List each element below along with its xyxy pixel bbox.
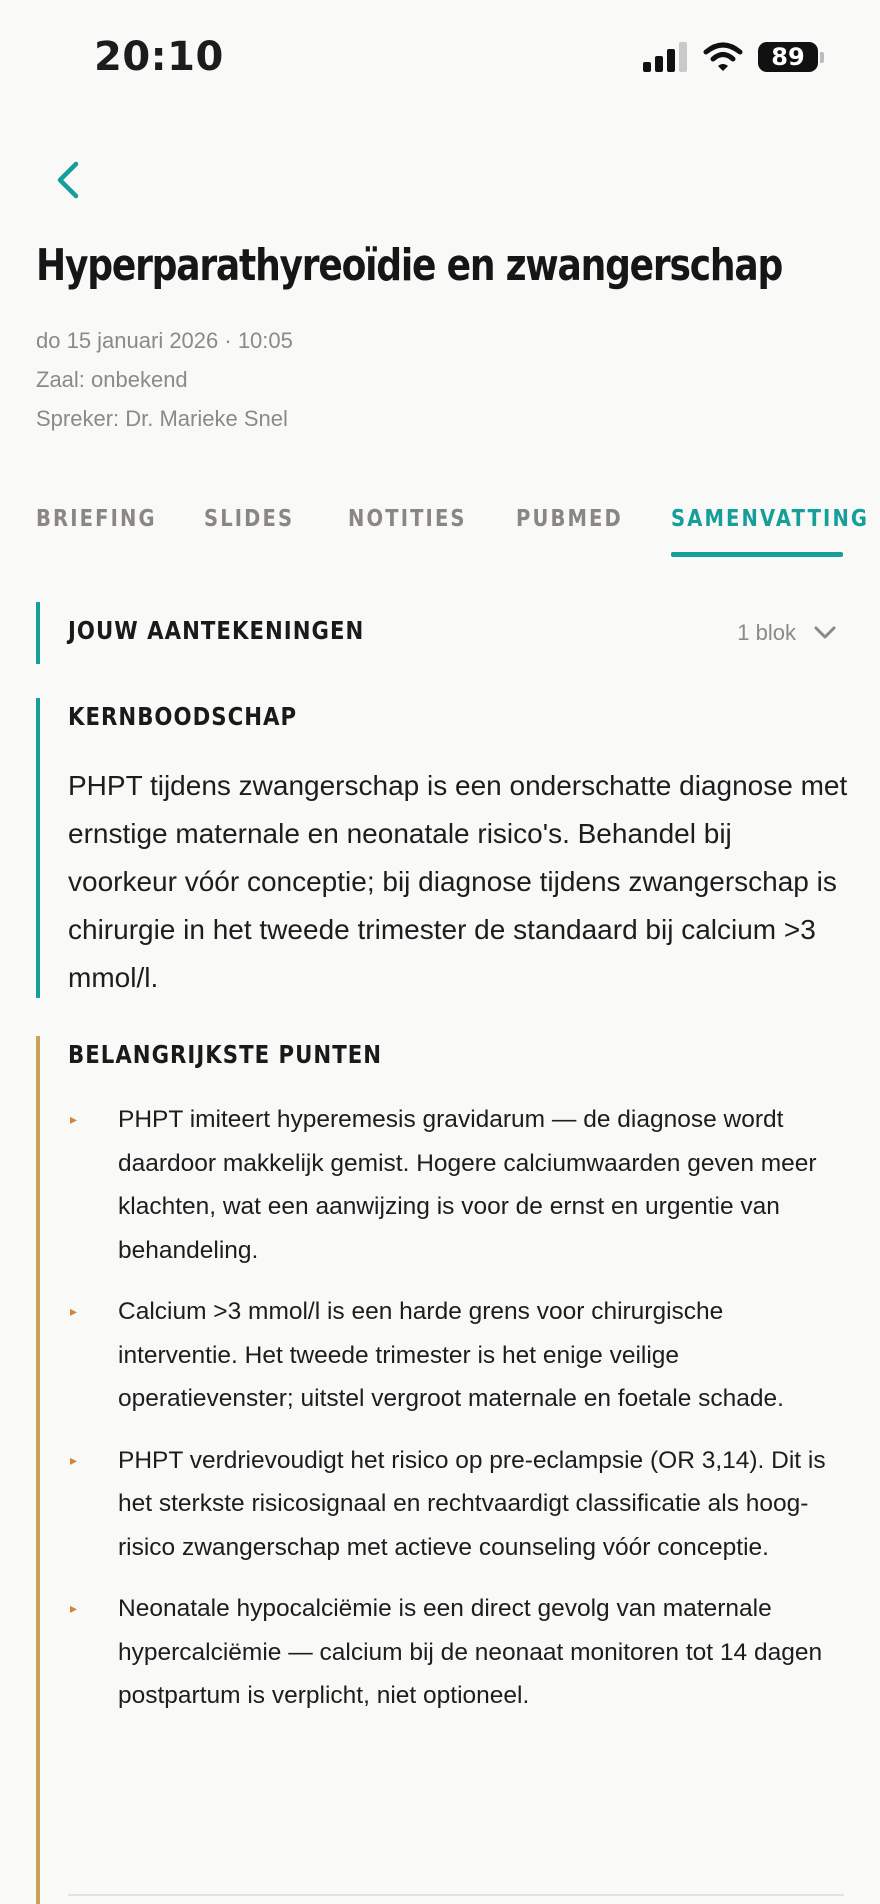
chevron-down-icon[interactable] (812, 620, 838, 646)
bullet-icon: ▸ (70, 1600, 78, 1616)
battery-tip (820, 52, 824, 63)
list-item (68, 1290, 848, 1421)
bullet-icon: ▸ (70, 1303, 78, 1319)
tab-pubmed[interactable]: PUBMED (516, 506, 623, 532)
key-points-section (36, 1036, 844, 1904)
tab-bar (36, 500, 870, 558)
key-message-label: KERNBOODSCHAP (68, 702, 298, 731)
list-item-text: Neonatale hypocalciëmie is een direct gevolg van maternale hypercalciëmie — calcium bij de neonaat monitoren tot 14 dagen postpartum is verplicht, niet optioneel. (118, 1595, 823, 1709)
tab-notities[interactable]: NOTITIES (348, 506, 467, 532)
wifi-icon (703, 40, 743, 74)
list-item-text: Calcium >3 mmol/l is een harde grens voor chirurgische interventie. Het tweede trimester is het enige veilige operatievenster; uitstel vergroot maternale en foetale schade. (118, 1298, 784, 1412)
notes-section-label: JOUW AANTEKENINGEN (68, 616, 365, 645)
divider (68, 1894, 844, 1896)
list-item (68, 1439, 848, 1570)
session-meta (36, 326, 293, 443)
tab-samenvatting[interactable]: SAMENVATTING (671, 506, 870, 532)
key-points-label: BELANGRIJKSTE PUNTEN (68, 1040, 383, 1069)
notes-accent-bar (36, 602, 40, 664)
bullet-icon: ▸ (70, 1451, 78, 1468)
key-message-accent-bar (36, 698, 40, 998)
status-bar (0, 0, 880, 120)
cellular-signal-icon (643, 42, 689, 72)
notes-section-toggle[interactable] (36, 602, 844, 664)
page-title: Hyperparathyreoïdie en zwangerschap (36, 240, 783, 291)
key-message-section (36, 698, 848, 998)
session-datetime: do 15 januari 2026 · 10:05 (36, 328, 293, 353)
key-points-list (68, 1098, 848, 1736)
session-room: Zaal: onbekend (36, 367, 188, 392)
list-item-text: PHPT imiteert hyperemesis gravidarum — de diagnose wordt daardoor makkelijk gemist. Hogere calciumwaarden geven meer klachten, wat een aanwijzing is voor de ernst en urgentie van behandeling. (118, 1106, 817, 1264)
chevron-left-icon[interactable] (50, 158, 86, 202)
tab-slides[interactable]: SLIDES (204, 506, 295, 532)
notes-count: 1 blok (737, 620, 796, 645)
list-item (68, 1587, 848, 1718)
session-speaker: Spreker: Dr. Marieke Snel (36, 406, 288, 431)
key-message-text: PHPT tijdens zwangerschap is een onderschatte diagnose met ernstige maternale en neonatale risico's. Behandel bij voorkeur vóór conceptie; bij diagnose tijdens zwangerschap is chirurgie in het tweede trimester de standaard bij calcium >3 mmol/l. (68, 770, 848, 993)
active-tab-indicator (671, 552, 843, 557)
tab-briefing[interactable]: BRIEFING (36, 506, 157, 532)
list-item (68, 1098, 848, 1272)
status-time: 20:10 (94, 34, 224, 80)
battery-icon: 89 (758, 42, 818, 72)
list-item-text: PHPT verdrievoudigt het risico op pre-eclampsie (OR 3,14). Dit is het sterkste risicosignaal en rechtvaardigt classificatie als hoog-risico zwangerschap met actieve counseling vóór conceptie. (118, 1446, 826, 1561)
bullet-icon: ▸ (70, 1111, 78, 1127)
key-points-accent-bar (36, 1036, 40, 1904)
